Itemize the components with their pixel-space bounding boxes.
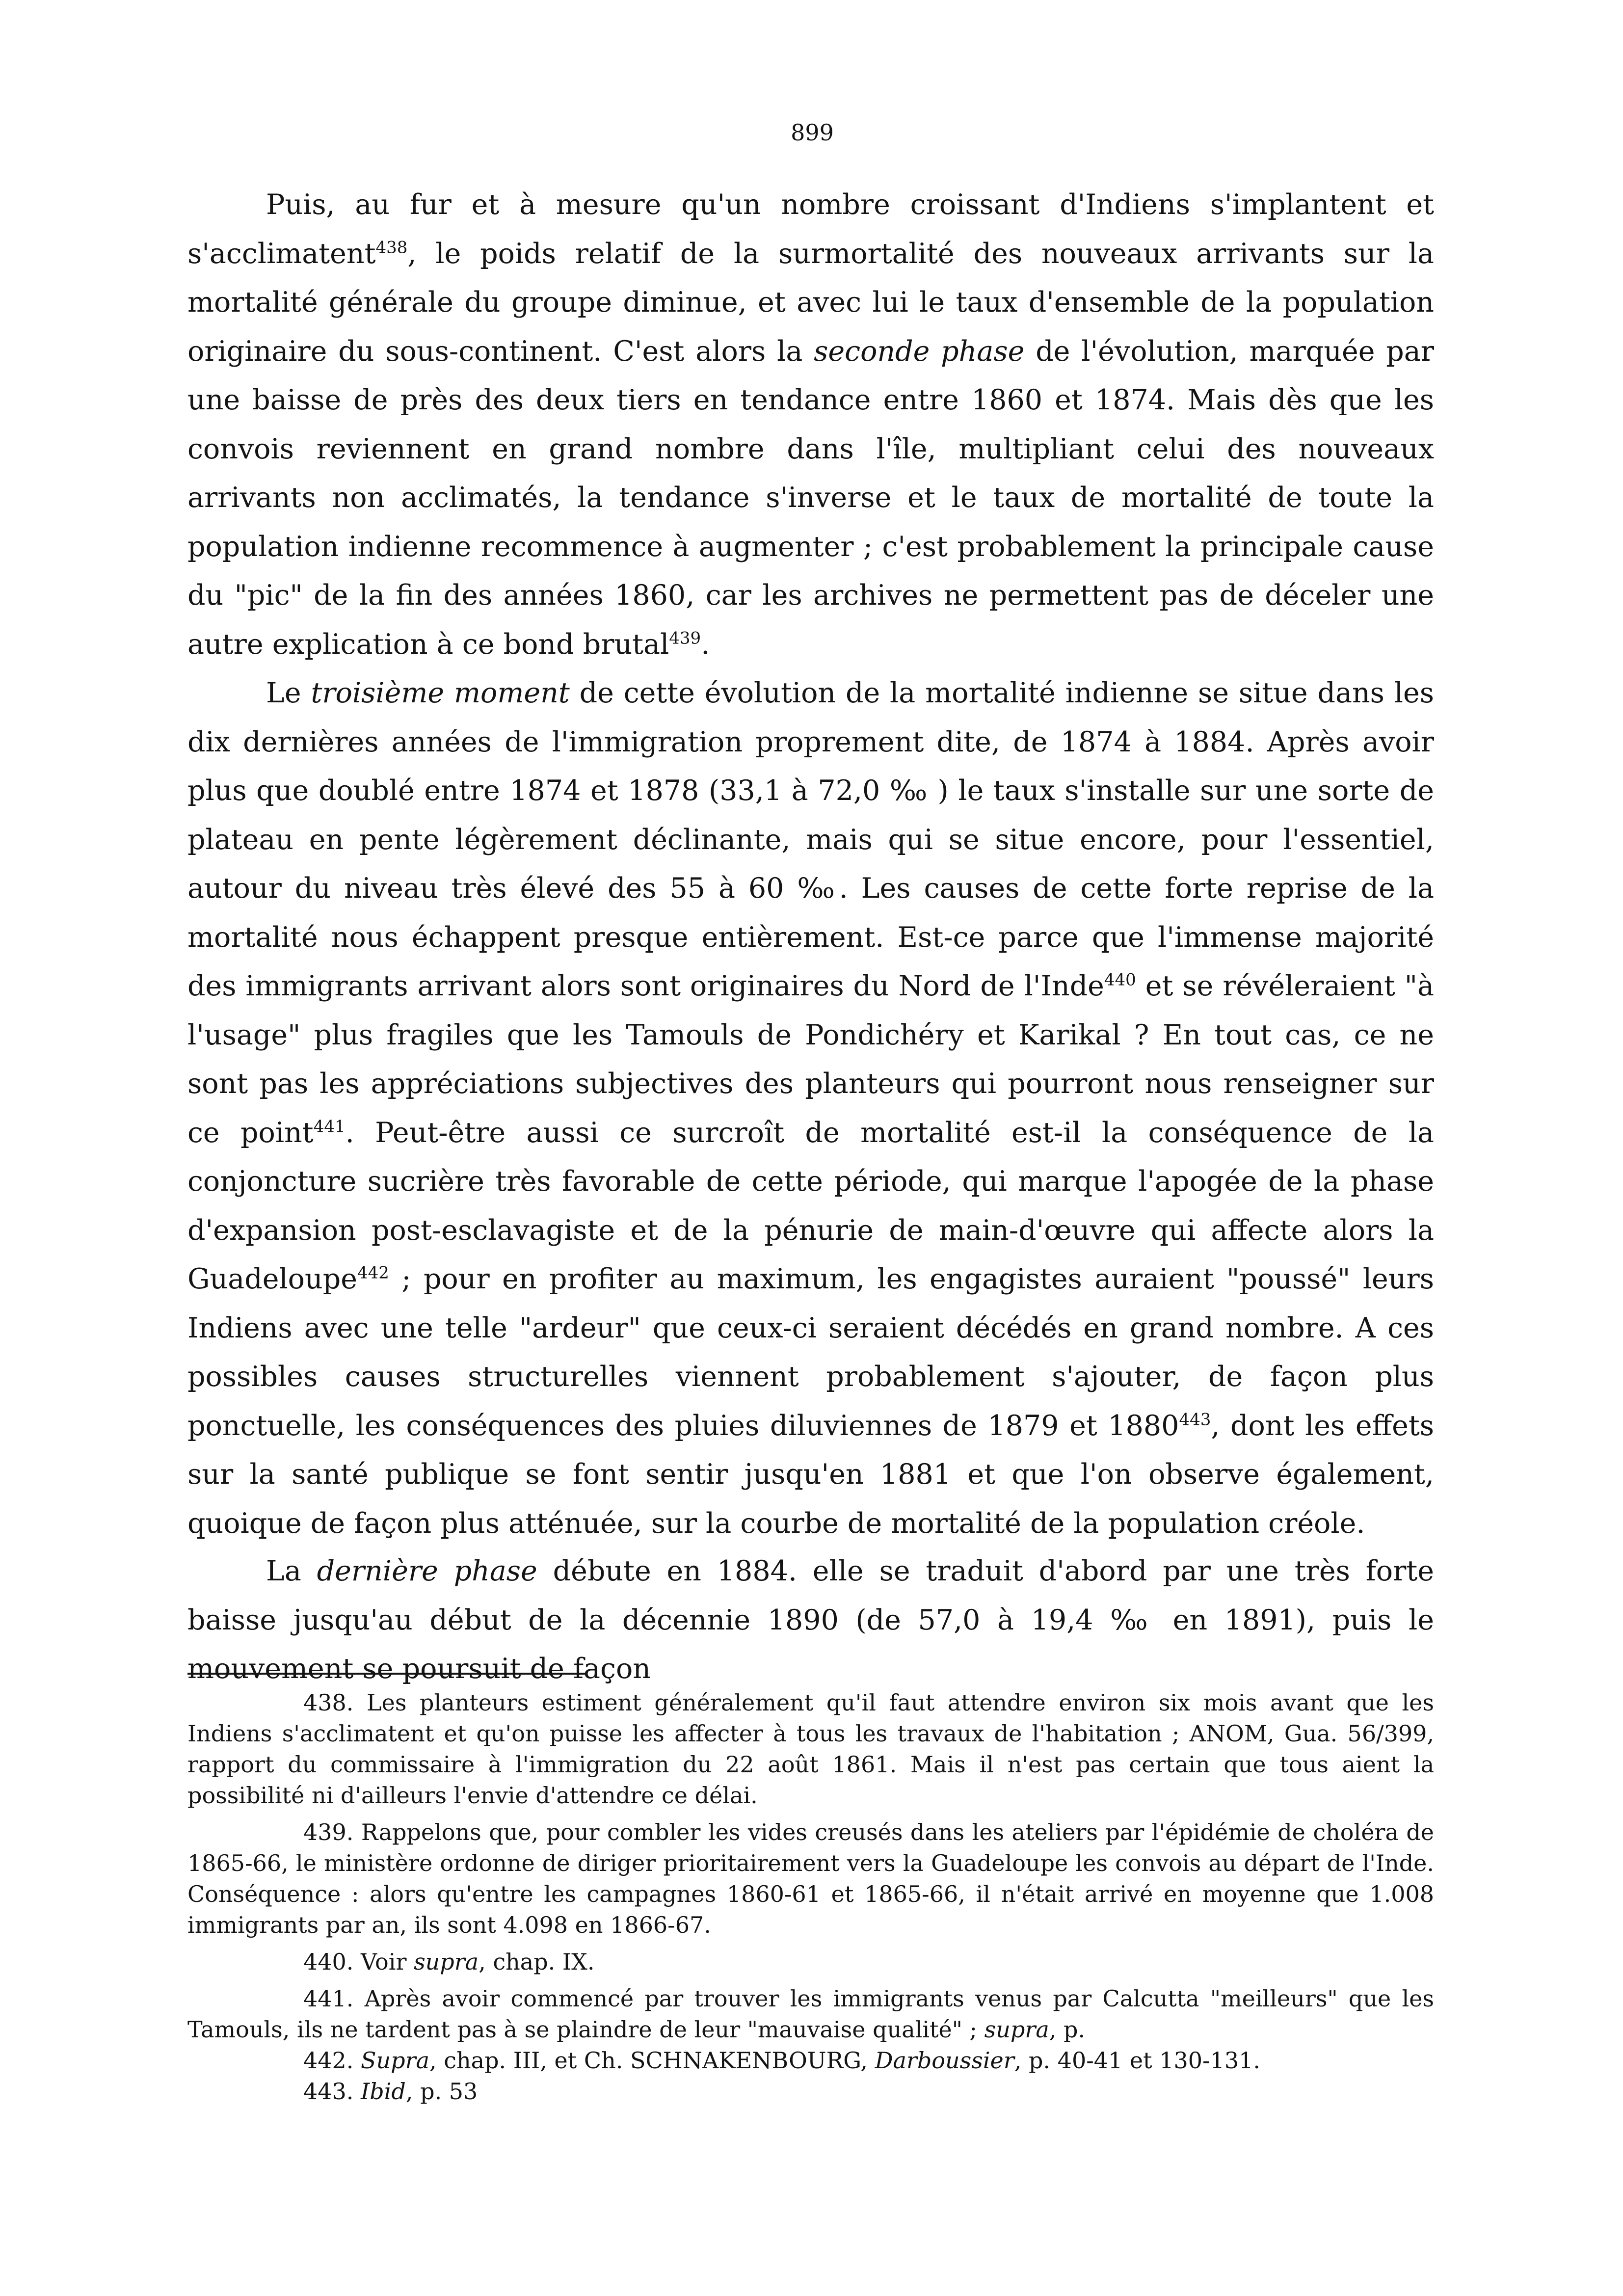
italic-text: supra	[984, 2016, 1049, 2043]
footnote-reference: 442	[357, 1263, 389, 1283]
text-run: , dont les effets sur la santé publique se font sentir jusqu'en 1881 et que l'on observe également, quoique de façon plus atténuée, sur la courbe de mortalité de la population créole.	[187, 1409, 1434, 1540]
text-run: 443.	[303, 2078, 361, 2105]
footnote-439	[187, 1817, 1434, 1941]
italic-text: Supra	[361, 2047, 430, 2074]
body-paragraph-phase-4	[187, 1547, 1434, 1694]
text-run: de cette évolution de la mortalité indienne se situe dans les dix dernières années de l'immigration proprement dite, de 1874 à 1884. Après avoir plus que doublé entre 1874 et 1878 (33,1 à 72,0 ‰ ) le taux s'installe sur une sorte de plateau en pente légèrement déclinante, mais qui se situe encore, pour l'essentiel, autour du niveau très élevé des 55 à 60 ‰. Les causes de cette forte reprise de la mortalité nous échappent presque entièrement. Est-ce parce que l'immense majorité des immigrants arrivant alors sont originaires du Nord de l'Inde	[187, 677, 1435, 1002]
footnote-separator	[187, 1673, 585, 1675]
page-number: 899	[791, 119, 834, 146]
text-run: Le	[266, 677, 311, 709]
footnote-443	[187, 2076, 1434, 2107]
body-paragraph-phase-2	[187, 181, 1434, 669]
italic-text: seconde phase	[814, 335, 1025, 368]
text-run: de l'évolution, marquée par une baisse de près des deux tiers en tendance entre 1860 et 1874. Mais dès que les convois reviennent en grand nombre dans l'île, multipliant celui des nouveaux arrivants non acclimatés, la tendance s'inverse et le taux de mortalité de toute la population indienne recommence à augmenter ; c'est probablement la principale cause du "pic" de la fin des années 1860, car les archives ne permettent pas de déceler une autre explication à ce bond brutal	[187, 335, 1434, 661]
text-run: 439. Rappelons que, pour combler les vides creusés dans les ateliers par l'épidémie de choléra de 1865-66, le ministère ordonne de diriger prioritairement vers la Guadeloupe les convois au départ de l'Inde. Conséquence : alors qu'entre les campagnes 1860-61 et 1865-66, il n'était arrivé en moyenne que 1.008 immigrants par an, ils sont 4.098 en 1866-67.	[187, 1819, 1434, 1938]
footnote-440	[187, 1947, 1434, 1977]
text-run: , p.	[1049, 2016, 1086, 2043]
text-run: et se révéleraient "à l'usage" plus fragiles que les Tamouls de Pondichéry et Karikal ? En tout cas, ce ne sont pas les appréciations subjectives des planteurs qui pourront nous renseigner sur ce point	[187, 970, 1434, 1149]
paragraph-text	[187, 1547, 1434, 1694]
footnote-reference: 440	[1104, 970, 1136, 990]
footnotes	[187, 1687, 1434, 2107]
paragraph-text	[187, 181, 1434, 669]
text-run: , chap. IX.	[479, 1949, 595, 1975]
text-run: , chap. III, et Ch. SCHNAKENBOURG,	[429, 2047, 875, 2074]
text-run: . Peut-être aussi ce surcroît de mortalité est-il la conséquence de la conjoncture sucrière très favorable de cette période, qui marque l'apogée de la phase d'expansion post-esclavagiste et de la pénurie de main-d'œuvre qui affecte alors la Guadeloupe	[187, 1116, 1434, 1295]
paragraph-text	[187, 669, 1434, 1548]
text-run: La	[266, 1555, 317, 1587]
italic-text: Darboussier	[875, 2047, 1014, 2074]
text-run: .	[701, 628, 710, 661]
footnote-reference: 443	[1179, 1410, 1211, 1430]
text-run: 438. Les planteurs estiment généralement qu'il faut attendre environ six mois avant que les Indiens s'acclimatent et qu'on puisse les affecter à tous les travaux de l'habitation ; ANOM, Gua. 56/399, rapport du commissaire à l'immigration du 22 août 1861. Mais il n'est pas certain que tous aient la possibilité ni d'ailleurs l'envie d'attendre ce délai.	[187, 1689, 1434, 1809]
text-run: 440. Voir	[303, 1949, 414, 1975]
footnote-reference: 438	[375, 238, 408, 258]
text-run: 441. Après avoir commencé par trouver les immigrants venus par Calcutta "meilleurs" que les Tamouls, ils ne tardent pas à se plaindre de leur "mauvaise qualité" ;	[187, 1985, 1434, 2043]
italic-text: dernière phase	[317, 1555, 537, 1587]
body-paragraph-phase-3	[187, 669, 1434, 1548]
footnote-441	[187, 1983, 1434, 2045]
text-run: 442.	[303, 2047, 361, 2074]
italic-text: Ibid	[361, 2078, 406, 2105]
footnote-438	[187, 1687, 1434, 1811]
footnote-reference: 439	[669, 628, 701, 648]
italic-text: supra	[414, 1949, 479, 1975]
text-run: ; pour en profiter au maximum, les engagistes auraient "poussé" leurs Indiens avec une telle "ardeur" que ceux-ci seraient décédés en grand nombre. A ces possibles causes structurelles viennent probablement s'ajouter, de façon plus ponctuelle, les conséquences des pluies diluviennes de 1879 et 1880	[187, 1263, 1434, 1442]
text-run: , le poids relatif de la surmortalité des nouveaux arrivants sur la mortalité générale du groupe diminue, et avec lui le taux d'ensemble de la population originaire du sous-continent. C'est alors la	[187, 237, 1434, 368]
text-run: débute en 1884. elle se traduit d'abord par une très forte baisse jusqu'au début de la décennie 1890 (de 57,0 à 19,4 ‰ en 1891), puis le mouvement se poursuit de façon	[187, 1555, 1435, 1685]
footnote-442	[187, 2045, 1434, 2076]
text-run: Puis, au fur et à mesure qu'un nombre croissant d'Indiens s'implantent et s'acclimatent	[187, 188, 1434, 270]
text-run: , p. 40-41 et 130-131.	[1014, 2047, 1261, 2074]
footnote-reference: 441	[313, 1117, 346, 1137]
italic-text: troisième moment	[311, 677, 570, 709]
text-run: , p. 53	[405, 2078, 478, 2105]
